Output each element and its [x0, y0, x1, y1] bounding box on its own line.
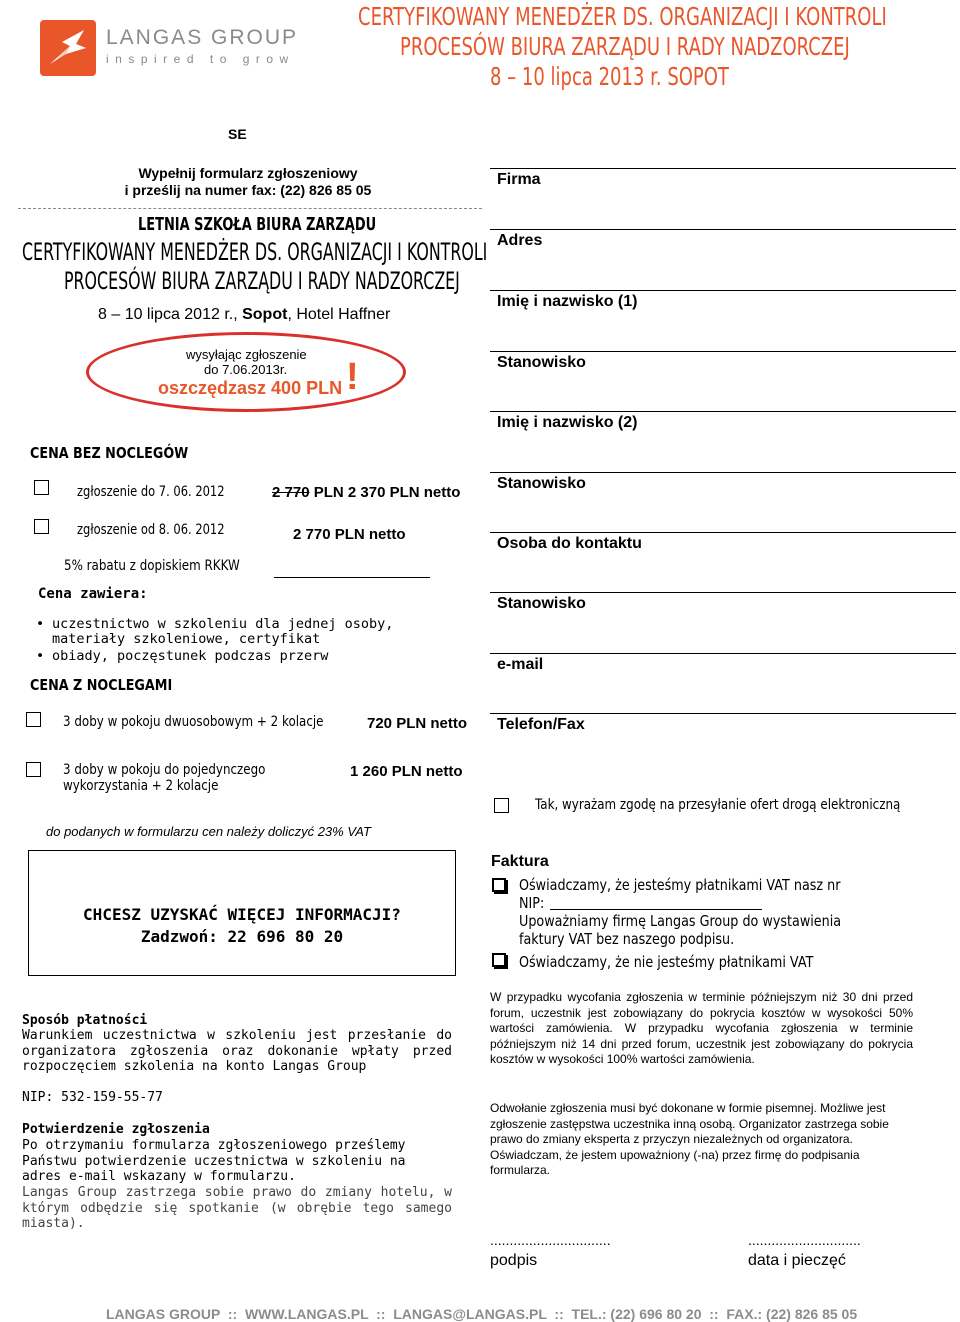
form-field-label: Imię i nazwisko (1) — [497, 293, 638, 310]
instruction-line1: Wypełnij formularz zgłoszeniowy — [138, 165, 358, 181]
form-field-label: Stanowisko — [497, 354, 586, 371]
info-box — [28, 850, 456, 976]
promo-line2: do 7.06.2013r. — [204, 362, 288, 377]
logo-name: LANGAS GROUP — [106, 26, 299, 49]
instruction-line2: i prześlij na numer fax: (22) 826 85 05 — [124, 182, 372, 198]
vat-payer-label: Oświadczamy, że jesteśmy płatnikami VAT nasz nr — [519, 876, 841, 894]
form-field-line[interactable] — [490, 532, 956, 533]
promo-saving: oszczędzasz 400 PLN — [158, 378, 343, 398]
includes-item: • uczestnictwo w szkoleniu dla jednej osoby, materiały szkoleniowe, certyfikat — [36, 616, 394, 647]
includes-item: • obiady, poczęstunek podczas przerw — [36, 648, 329, 664]
old-price: 2 770 — [272, 484, 310, 501]
double-room-label: 3 doby w pokoju dwuosobowym + 2 kolacje — [63, 714, 324, 730]
nip-input-line[interactable] — [550, 909, 762, 910]
form-field-label: Stanowisko — [497, 595, 586, 612]
signature-dots[interactable]: ............................... — [490, 1232, 611, 1248]
date-stamp-dots[interactable]: ............................. — [748, 1232, 861, 1248]
late-registration-checkbox[interactable] — [34, 519, 49, 534]
form-field-label: Imię i nazwisko (2) — [497, 414, 638, 431]
single-room-label-line2: wykorzystania + 2 kolacje — [63, 778, 219, 794]
form-field-line[interactable] — [490, 411, 956, 412]
single-room-label-line1: 3 doby w pokoju do pojedynczego — [63, 762, 266, 778]
no-hotel-heading: CENA BEZ NOCLEGÓW — [30, 444, 189, 462]
se-label: SE — [228, 126, 247, 142]
authorization-line1: Upoważniamy firmę Langas Group do wystawienia — [519, 912, 842, 930]
school-name: LETNIA SZKOŁA BIURA ZARZĄDU — [138, 214, 377, 235]
single-room-price: 1 260 PLN netto — [350, 763, 463, 780]
confirmation-heading: Potwierdzenie zgłoszenia — [22, 1122, 210, 1137]
payment-heading: Sposób płatności — [22, 1013, 148, 1028]
registration-form — [490, 160, 956, 740]
form-field[interactable] — [490, 645, 956, 685]
form-field[interactable] — [490, 160, 956, 200]
withdrawal-terms: Odwołanie zgłoszenia musi być dokonane w formie pisemnej. Możliwe jest zgłoszenie zastępstwa uczestnika inną osobą. Organizator zastrzega sobie prawo do zmiany eksperta z przyczyn niezależnych od organizatora. Oświadczam, że jestem upoważniony (-na) przez firmę do podpisania formularza. — [490, 1101, 889, 1178]
early-registration-label: zgłoszenie do 7. 06. 2012 — [77, 484, 225, 500]
event-city: Sopot — [242, 306, 288, 323]
discount-note: 5% rabatu z dopiskiem RKKW — [64, 558, 240, 574]
early-registration-checkbox[interactable] — [34, 480, 49, 495]
form-field[interactable] — [490, 343, 956, 383]
dashed-divider — [18, 208, 482, 209]
logo-tagline: inspired to grow — [106, 52, 295, 66]
form-field-label: Stanowisko — [497, 475, 586, 492]
footer-contact: LANGAS GROUP :: WWW.LANGAS.PL :: LANGAS@LANGAS.PL :: TEL.: (22) 696 80 20 :: FAX.: (22) 826 85 05 — [106, 1306, 858, 1322]
nip-label: NIP: — [519, 894, 545, 912]
form-field-label: Firma — [497, 171, 541, 188]
promo-line1: wysyłając zgłoszenie — [186, 347, 307, 362]
double-room-checkbox[interactable] — [26, 712, 41, 727]
payment-text: Warunkiem uczestnictwa w szkoleniu jest przesłanie do organizatora zgłoszenia oraz dokonanie wpłaty przed rozpoczęciem szkolenia na konto Langas Group — [22, 1028, 452, 1074]
hotel-reservation-note: Langas Group zastrzega sobie prawo do zmiany hotelu, w którym odbędzie się spotkanie (w obrębie tego samego miasta). — [22, 1185, 452, 1231]
course-title-line2: PROCESÓW BIURA ZARZĄDU I RADY NADZORCZEJ — [64, 267, 460, 295]
date-stamp-label: data i pieczęć — [748, 1252, 846, 1269]
form-field[interactable] — [490, 524, 956, 564]
instruction — [20, 165, 476, 199]
info-phone: Zadzwoń: 22 696 80 20 — [140, 927, 344, 946]
form-field-line[interactable] — [490, 168, 956, 169]
form-field[interactable] — [490, 282, 956, 322]
form-field-label: Adres — [497, 232, 543, 249]
non-vat-payer-label: Oświadczamy, że nie jesteśmy płatnikami VAT — [519, 953, 814, 971]
form-field-line[interactable] — [490, 713, 956, 714]
cancellation-terms: W przypadku wycofania zgłoszenia w terminie późniejszym niż 30 dni przed forum, uczestnik jest zobowiązany do pokrycia kosztów w wysokości 50% wartości zamówienia. W przypadku wycofania zgłoszenia w terminie późniejszym niż 14 dni przed forum, uczestnik jest zobowiązany do pokrycia kosztów w wysokości 100% wartości zamówienia. — [490, 990, 913, 1067]
form-field-line[interactable] — [490, 592, 956, 593]
early-registration-price — [272, 484, 460, 501]
hotel-heading: CENA Z NOCLEGAMI — [30, 676, 173, 694]
logo — [40, 20, 299, 80]
signature-label: podpis — [490, 1252, 538, 1269]
discounted-price: PLN 2 370 PLN netto — [309, 484, 461, 501]
non-vat-payer-checkbox[interactable] — [492, 953, 506, 967]
late-registration-label: zgłoszenie od 8. 06. 2012 — [77, 522, 225, 538]
header-line2: PROCESÓW BIURA ZARZĄDU I RADY NADZORCZEJ — [400, 32, 850, 61]
promo-exclamation: ! — [346, 356, 359, 398]
form-field-label: Telefon/Fax — [497, 716, 585, 733]
form-field-label: Osoba do kontaktu — [497, 535, 642, 552]
event-venue: , Hotel Haffner — [287, 306, 391, 323]
form-field-line[interactable] — [490, 653, 956, 654]
payment-nip: NIP: 532-159-55-77 — [22, 1090, 163, 1105]
includes-heading: Cena zawiera: — [38, 586, 148, 602]
discount-code-line[interactable] — [274, 577, 430, 578]
form-field[interactable] — [490, 705, 956, 745]
double-room-price: 720 PLN netto — [367, 715, 468, 732]
form-field[interactable] — [490, 464, 956, 504]
confirmation-text: Po otrzymaniu formularza zgłoszeniowego prześlemy Państwu potwierdzenie uczestnictwa w szkoleniu na adres e-mail wskazany w formularzu. — [22, 1138, 406, 1184]
logo-bird-icon — [40, 20, 96, 76]
form-field-line[interactable] — [490, 229, 956, 230]
authorization-line2: faktury VAT bez naszego podpisu. — [519, 930, 735, 948]
event-date-plain: 8 – 10 lipca 2012 r., — [98, 306, 243, 323]
form-field-line[interactable] — [490, 351, 956, 352]
info-question: CHCESZ UZYSKAĆ WIĘCEJ INFORMACJI? — [83, 905, 401, 924]
header-line3: 8 – 10 lipca 2013 r. SOPOT — [490, 62, 729, 91]
form-field[interactable] — [490, 584, 956, 624]
vat-payer-checkbox[interactable] — [492, 878, 506, 892]
vat-note: do podanych w formularzu cen należy doliczyć 23% VAT — [46, 824, 371, 839]
form-field[interactable] — [490, 221, 956, 261]
single-room-checkbox[interactable] — [26, 762, 41, 777]
form-field-label: e-mail — [497, 656, 544, 673]
includes-list — [36, 616, 412, 664]
invoice-heading: Faktura — [491, 853, 549, 870]
consent-label: Tak, wyrażam zgodę na przesyłanie ofert drogą elektroniczną — [535, 797, 901, 813]
header-line1: CERTYFIKOWANY MENEDŻER DS. ORGANIZACJI I KONTROLI — [358, 2, 887, 31]
form-field-line[interactable] — [490, 472, 956, 473]
form-field[interactable] — [490, 403, 956, 443]
form-field-line[interactable] — [490, 290, 956, 291]
late-registration-price: 2 770 PLN netto — [293, 526, 406, 543]
consent-checkbox[interactable] — [494, 798, 509, 813]
course-title-line1: CERTYFIKOWANY MENEDŻER DS. ORGANIZACJI I KONTROLI — [22, 238, 488, 266]
event-date — [98, 306, 390, 324]
